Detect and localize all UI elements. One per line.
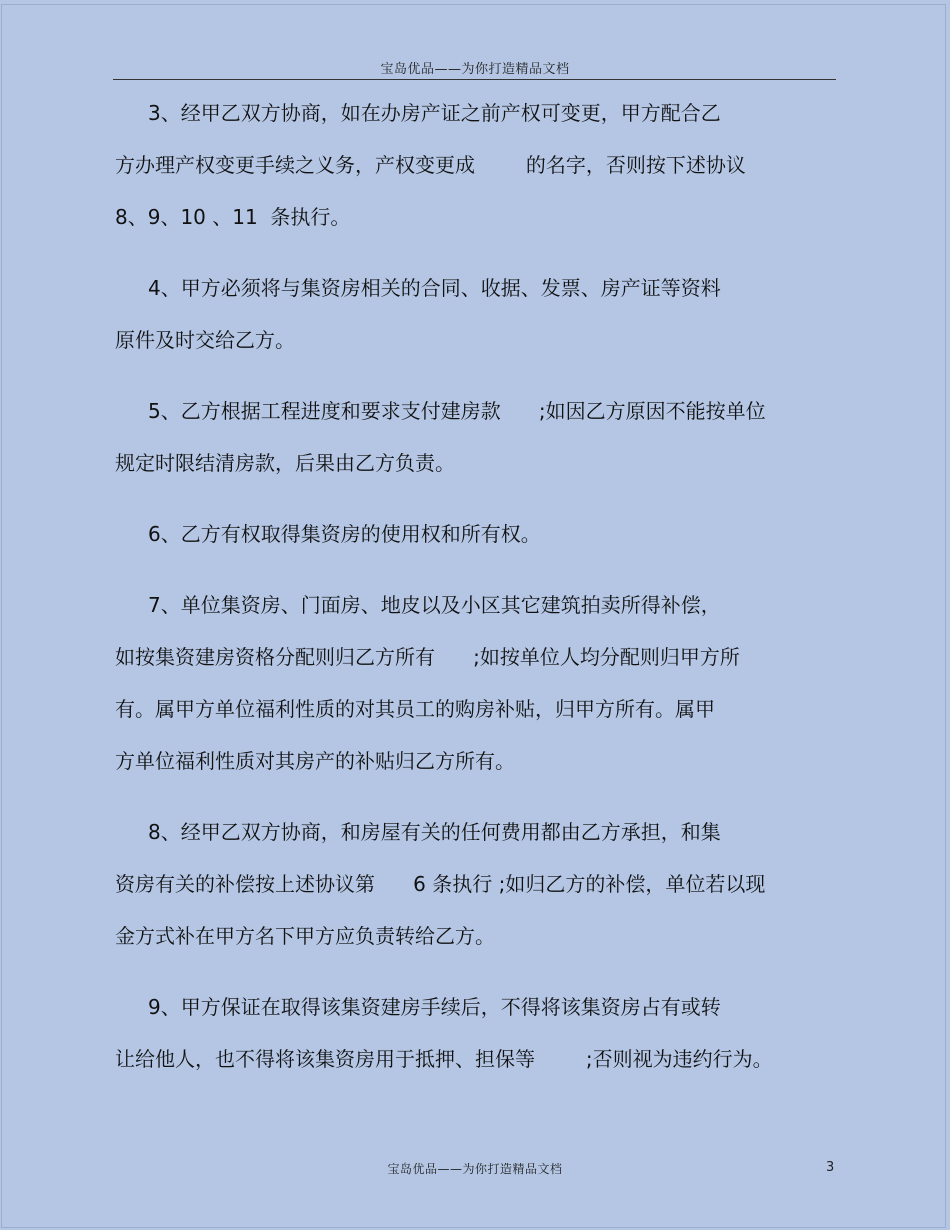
text-line: 8、经甲乙双方协商，和房屋有关的任何费用都由乙方承担，和集	[148, 820, 721, 844]
paragraph-clause-7	[115, 579, 835, 787]
text-line: 有。属甲方单位福利性质的对其员工的购房补贴，归甲方所有。属甲	[115, 697, 715, 721]
text-line: 如按集资建房资格分配则归乙方所有 ;如按单位人均分配则归甲方所	[115, 645, 740, 669]
paragraph-clause-4	[115, 262, 835, 366]
text-line: 4、甲方必须将与集资房相关的合同、收据、发票、房产证等资料	[148, 276, 721, 300]
paragraph-clause-3	[115, 87, 835, 243]
text-line: 方办理产权变更手续之义务，产权变更成 的名字，否则按下述协议	[115, 153, 746, 177]
text-line: 原件及时交给乙方。	[115, 328, 295, 352]
page-number: 3	[826, 1160, 835, 1175]
text-line: 7、单位集资房、门面房、地皮以及小区其它建筑拍卖所得补偿，	[148, 593, 721, 617]
text-line: 9、甲方保证在取得该集资建房手续后，不得将该集资房占有或转	[148, 995, 721, 1019]
text-line: 3、经甲乙双方协商，如在办房产证之前产权可变更，甲方配合乙	[148, 101, 721, 125]
text-line: 资房有关的补偿按上述协议第 6 条执行 ;如归乙方的补偿，单位若以现	[115, 872, 766, 896]
text-line: 规定时限结清房款，后果由乙方负责。	[115, 451, 455, 475]
paragraph-clause-9	[115, 981, 835, 1085]
page-header: 宝岛优品——为你打造精品文档	[380, 62, 570, 77]
paragraph-clause-6	[115, 508, 835, 560]
text-line: 8、9、10 、11 条执行。	[115, 205, 351, 229]
paragraph-clause-5	[115, 385, 835, 489]
text-line: 金方式补在甲方名下甲方应负责转给乙方。	[115, 924, 495, 948]
text-line: 方单位福利性质对其房产的补贴归乙方所有。	[115, 749, 515, 773]
document-body	[115, 87, 835, 1104]
text-line: 让给他人，也不得将该集资房用于抵押、担保等 ;否则视为违约行为。	[115, 1047, 773, 1071]
page-footer: 宝岛优品——为你打造精品文档	[387, 1162, 563, 1176]
header-divider	[113, 79, 836, 80]
paragraph-clause-8	[115, 806, 835, 962]
text-line: 5、乙方根据工程进度和要求支付建房款 ;如因乙方原因不能按单位	[148, 399, 766, 423]
text-line: 6、乙方有权取得集资房的使用权和所有权。	[148, 522, 541, 546]
